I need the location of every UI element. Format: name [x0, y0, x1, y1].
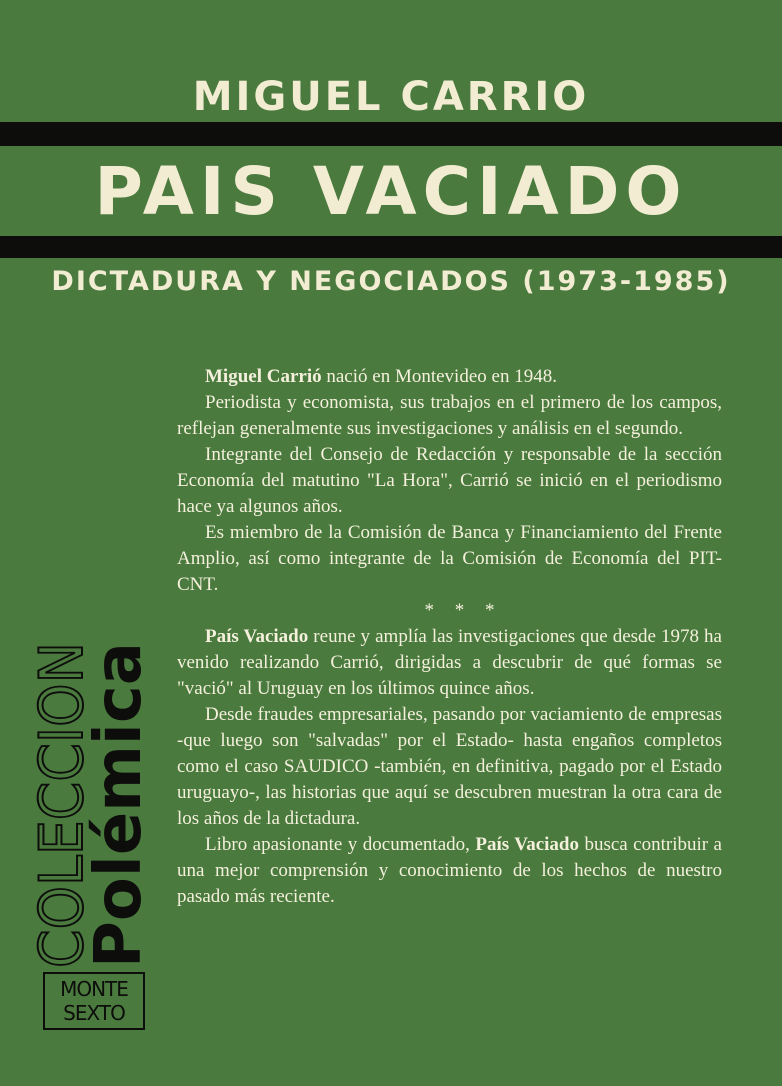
author-bold-name: Miguel Carrió [205, 366, 322, 387]
summary-paragraph-2: Desde fraudes empresariales, pasando por vaciamiento de empresas -que luego son "salvadas" por el Estado- hasta engaños completos como el caso SAUDICO -también, en definitiva, pagado por el Estado uruguayo-, las historias que aquí se descubren muestran la otra cara de los años de la dictadura. [177, 704, 722, 829]
top-black-bar [0, 122, 782, 146]
publisher-line-2: SEXTO [63, 1001, 125, 1025]
summary-paragraph-3 [177, 832, 722, 910]
polemica-word: Polémica [82, 642, 156, 968]
summary-paragraph-1-rest: reune y amplía las investigaciones que desde 1978 ha venido realizando Carrió, dirigidas a descubrir de qué formas se "vació" al Uruguay en los últimos quince años. [177, 626, 722, 699]
publisher-line-1: MONTE [60, 977, 128, 1001]
author-name: MIGUEL CARRIO [192, 74, 590, 120]
book-title: PAIS VACIADO [94, 153, 688, 230]
bio-paragraph-3: Integrante del Consejo de Redacción y responsable de la sección Economía del matutino "La Hora", Carrió se inició en el periodismo hace ya algunos años. [177, 444, 722, 517]
summary-paragraph-3-rest: busca contribuir a una mejor comprensión y conocimiento de los hechos de nuestro pasado más reciente. [177, 834, 722, 907]
bottom-black-bar [0, 236, 782, 258]
publisher-logo [43, 972, 145, 1030]
collection-label [14, 613, 156, 970]
bio-paragraph-2: Periodista y economista, sus trabajos en el primero de los campos, reflejan generalmente sus investigaciones y análisis en el segundo. [177, 392, 722, 439]
section-separator: * * * [424, 600, 503, 621]
bio-paragraph-4: Es miembro de la Comisión de Banca y Financiamiento del Frente Amplio, así como integrante de la Comisión de Economía del PIT-CNT. [177, 522, 722, 595]
bio-paragraph-1-rest: nació en Montevideo en 1948. [321, 366, 557, 387]
summary-paragraph-3-title: País Vaciado [475, 834, 579, 855]
back-cover-text [177, 364, 722, 910]
book-subtitle: DICTADURA Y NEGOCIADOS (1973-1985) [51, 266, 731, 297]
collection-word: COLECCION [27, 613, 97, 968]
summary-bold-title: País Vaciado [205, 626, 309, 647]
summary-paragraph-3-start: Libro apasionante y documentado, [205, 834, 476, 855]
bio-paragraph-1 [177, 364, 722, 390]
summary-paragraph-1 [177, 624, 722, 702]
